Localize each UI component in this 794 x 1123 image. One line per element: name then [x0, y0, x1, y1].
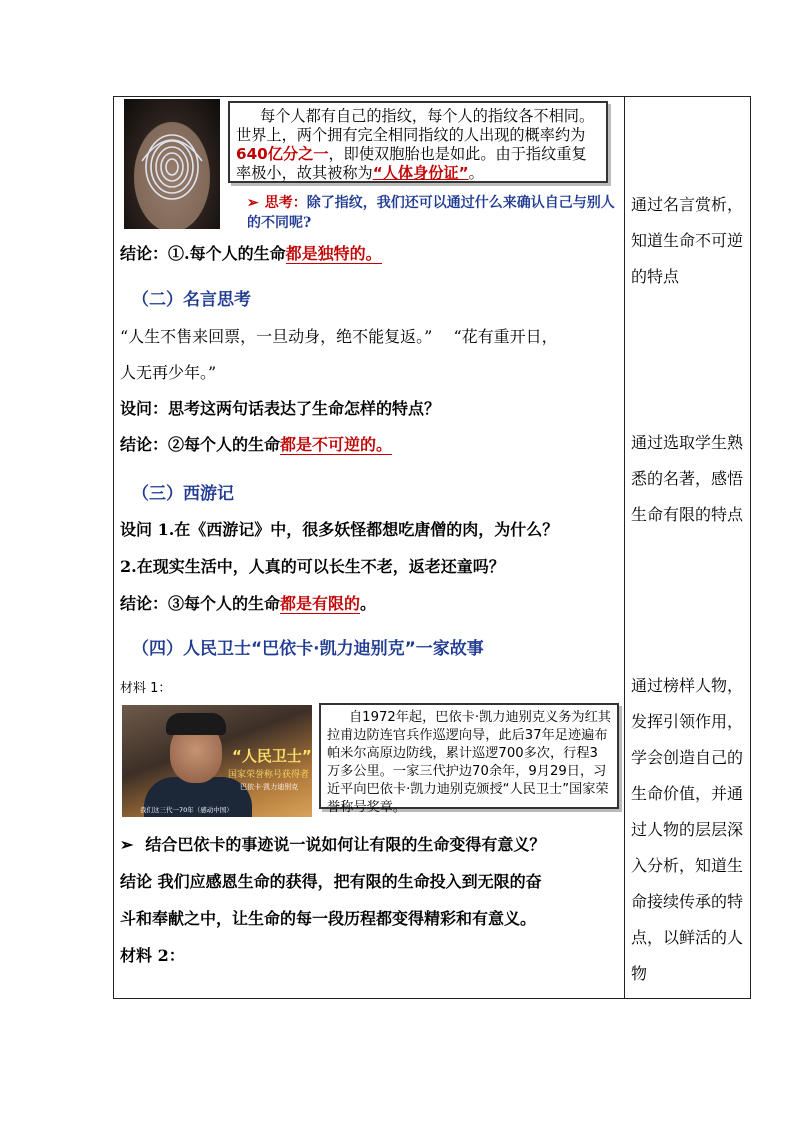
notes-column — [625, 97, 751, 998]
hero-honor-text: 国家荣誉称号获得者 — [228, 770, 310, 780]
hero-title-text: “人民卫士” — [232, 747, 312, 765]
conclusion-4-line-1: 结论 我们应感恩生命的获得，把有限的生命投入到无限的奋 — [120, 872, 542, 891]
triangle-bullet-icon: ➢ — [247, 195, 259, 211]
section-2-question: 设问：思考这两句话表达了生命怎样的特点？ — [120, 399, 441, 418]
material-1-label: 材料 1： — [120, 681, 172, 696]
section-4-prompt-text: 结合巴依卡的事迹说一说如何让有限的生命变得有意义？ — [145, 835, 546, 854]
conclusion-4-line-2: 斗和奉献之中，让生命的每一段历程都变得精彩和有意义。 — [120, 909, 537, 928]
conclusion-3 — [120, 592, 376, 616]
section-3-question-1: 设问 1.在《西游记》中，很多妖怪都想吃唐僧的肉，为什么？ — [120, 520, 559, 539]
section-4-heading: （四）人民卫士“巴依卡·凯力迪别克”一家故事 — [132, 639, 484, 659]
section-2-heading: （二）名言思考 — [132, 290, 251, 310]
section-4-prompt — [120, 833, 545, 857]
hero-hat-shape — [166, 713, 226, 735]
side-note-3: 通过榜样人物，发挥引领作用，学会创造自己的生命价值，并通过人物的层层深入分析，知道生命接续传承的特点，以鲜活的人物 — [631, 676, 744, 983]
hero-photo — [122, 705, 312, 817]
conclusion-1-answer: 都是独特的。 — [285, 244, 382, 263]
lesson-table — [113, 96, 751, 999]
fingerprint-callout — [228, 101, 608, 183]
callout-red-id: “人体身份证” — [372, 164, 469, 182]
fingerprint-image — [124, 99, 220, 229]
callout-red-probability: 640亿分之一 — [236, 145, 329, 163]
material-2-label: 材料 2： — [120, 946, 185, 965]
section-3-question-2: 2.在现实生活中，人真的可以长生不老，返老还童吗？ — [120, 557, 505, 576]
content-column — [114, 97, 624, 998]
section-3-heading: （三）西游记 — [132, 484, 234, 504]
side-note-1: 通过名言赏析，知道生命不可逆的特点 — [631, 195, 744, 286]
triangle-bullet-icon: ➢ — [120, 835, 134, 854]
conclusion-2 — [120, 433, 392, 457]
conclusion-3-answer: 都是有限的 — [280, 594, 361, 613]
think-question — [247, 193, 617, 233]
hero-callout-text: 自1972年起，巴依卡·凯力迪别克义务为红其拉甫边防连官兵作巡逻向导，此后37年足迹遍布帕米尔高原边防线，累计巡逻700多次，行程3万多公里。一家三代护边70余年，9月29日，习近平向巴依卡·凯力迪别克颁授“人民卫士”国家荣誉称号奖章。 — [327, 710, 611, 815]
callout-text-mid: ，即使双胞胎也是如此。由于指纹重复率极小，故其被称为 — [236, 145, 587, 182]
callout-text-end: 。 — [468, 164, 484, 182]
hero-name-text: 巴依卡·凯力迪别克 — [240, 783, 299, 791]
conclusion-2-answer: 都是不可逆的。 — [280, 435, 393, 454]
think-label: 思考： — [264, 195, 307, 211]
hero-caption-text: 我们这三代一70年（感动中国） — [140, 806, 233, 814]
conclusion-3-prefix: 结论：③每个人的生命 — [120, 594, 281, 613]
hero-callout — [319, 703, 619, 815]
think-text: 除了指纹，我们还可以通过什么来确认自己与别人的不同呢? — [247, 195, 615, 231]
side-note-2: 通过选取学生熟悉的名著，感悟生命有限的特点 — [631, 433, 744, 524]
conclusion-3-end: 。 — [360, 594, 377, 613]
conclusion-2-prefix: 结论：②每个人的生命 — [120, 435, 281, 454]
fingerprint-icon — [124, 99, 220, 229]
conclusion-1-prefix: 结论：①.每个人的生命 — [120, 244, 286, 263]
quote-line-2: 人无再少年。” — [120, 363, 217, 382]
conclusion-1 — [120, 242, 382, 266]
quote-line-1: “人生不售来回票，一旦动身，绝不能复返。” “花有重开日， — [120, 327, 558, 346]
callout-text-pre: 每个人都有自己的指纹，每个人的指纹各不相同。世界上，两个拥有完全相同指纹的人出现的概率约为 — [236, 107, 595, 144]
